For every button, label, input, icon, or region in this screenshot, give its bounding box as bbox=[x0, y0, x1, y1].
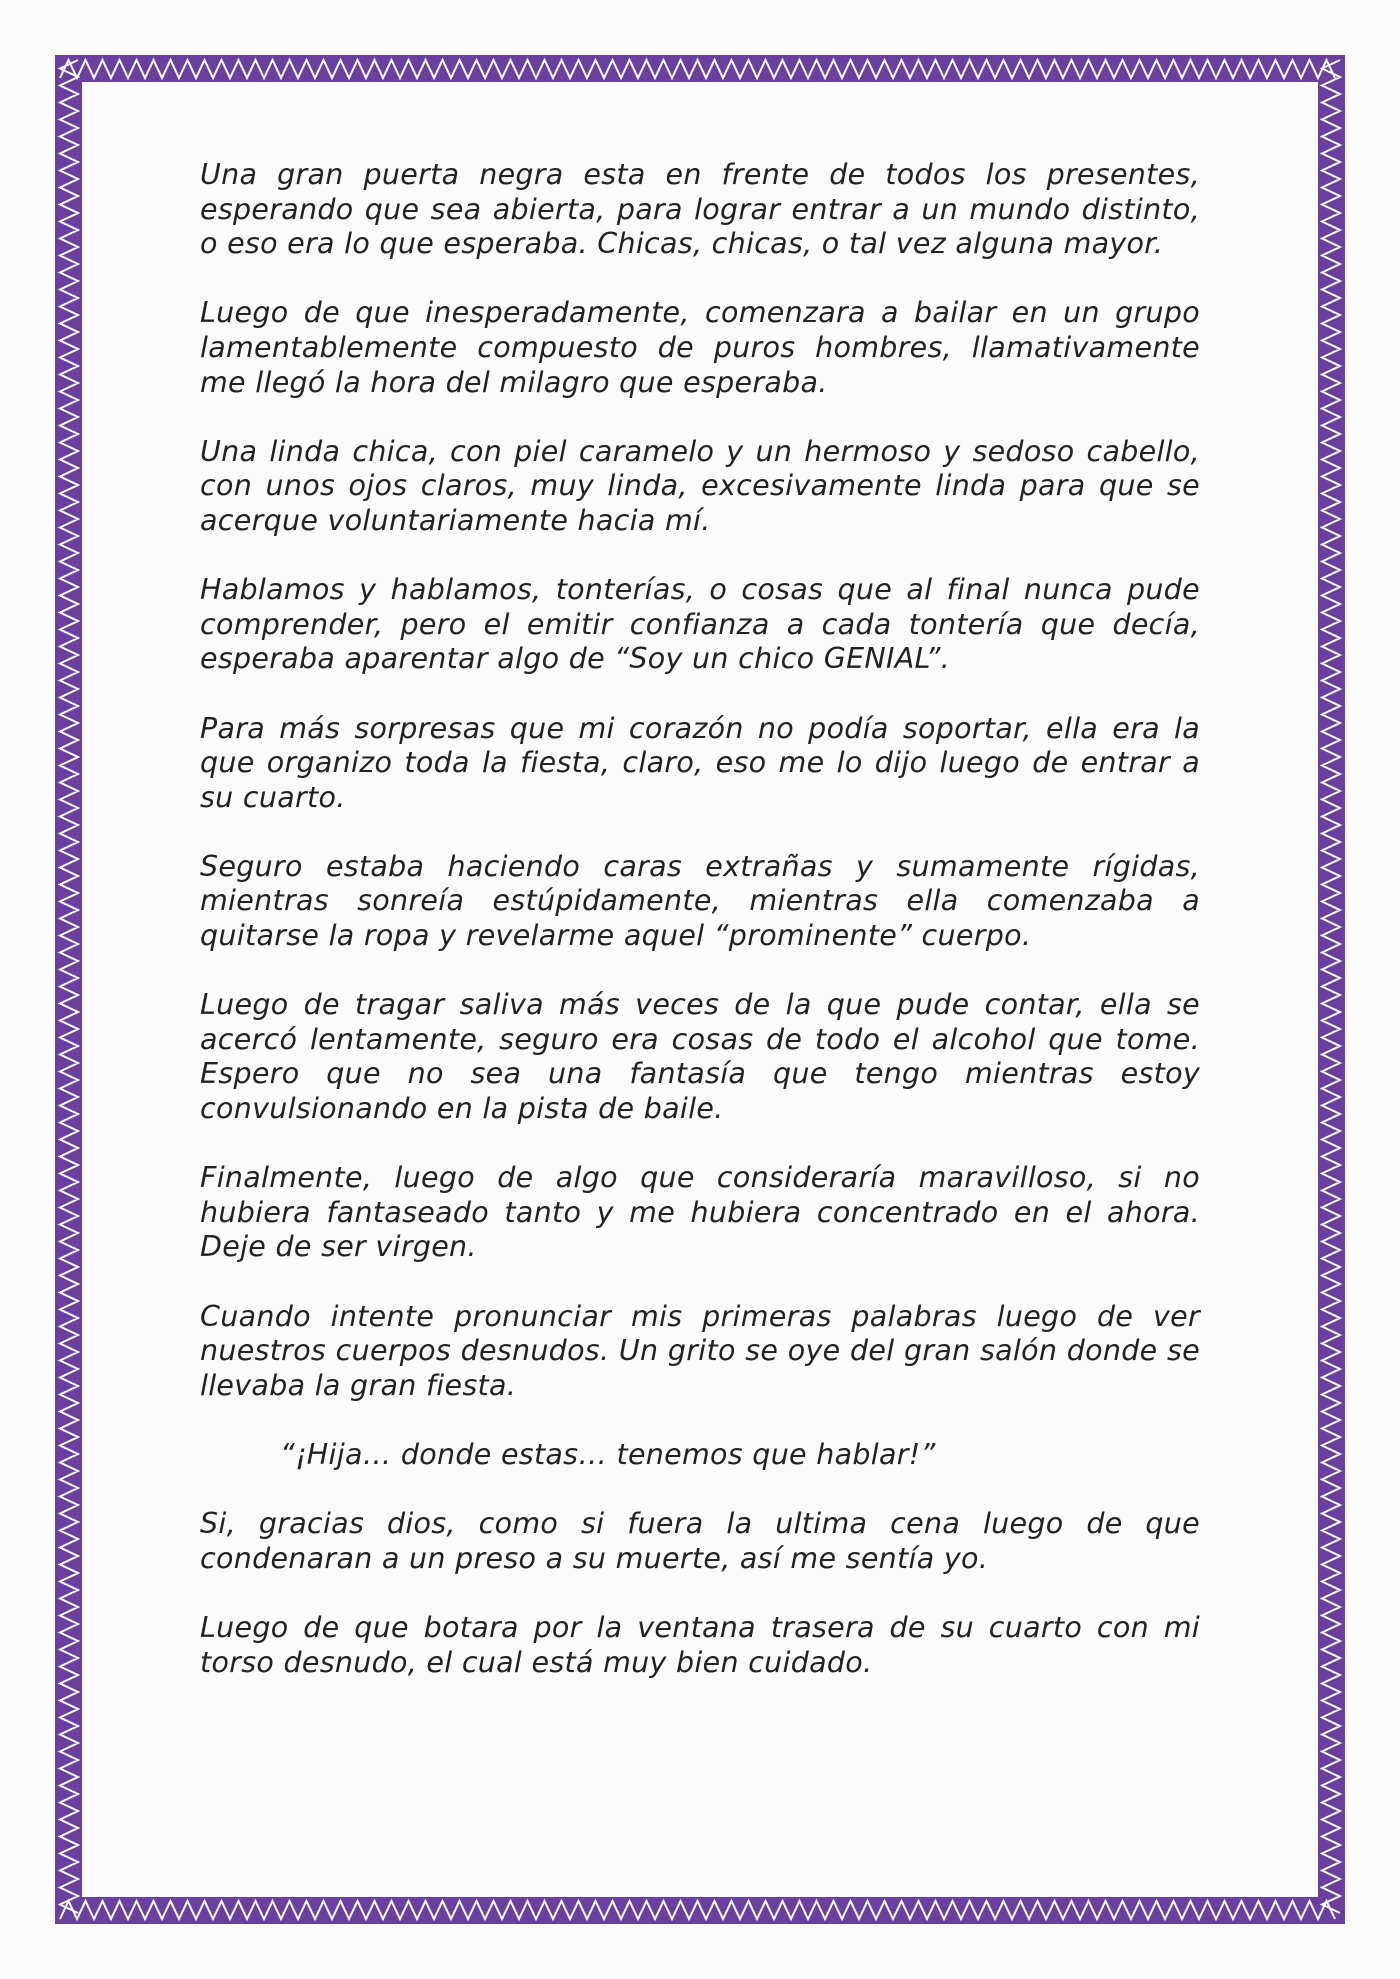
paragraph: Si, gracias dios, como si fuera la ultima cena luego de que condenaran a un preso a su muerte, así me sentía yo. bbox=[200, 1507, 1200, 1575]
paragraph: Una linda chica, con piel caramelo y un hermoso y sedoso cabello, con unos ojos claros, muy linda, excesivamente linda para que se acerque voluntariamente hacia mí. bbox=[200, 434, 1200, 537]
border-band bbox=[56, 56, 1344, 82]
paragraph: Cuando intente pronunciar mis primeras palabras luego de ver nuestros cuerpos desnudos. Un grito se oye del gran salón donde se llevaba la gran fiesta. bbox=[200, 1299, 1200, 1402]
story-text bbox=[200, 158, 1200, 1715]
paragraph: Finalmente, luego de algo que consideraría maravilloso, si no hubiera fantaseado tanto y me hubiera concentrado en el ahora. Deje de ser virgen. bbox=[200, 1161, 1200, 1264]
paragraph: Una gran puerta negra esta en frente de todos los presentes, esperando que sea abierta, para lograr entrar a un mundo distinto, o eso era lo que esperaba. Chicas, chicas, o tal vez alguna mayor. bbox=[200, 158, 1200, 261]
dialogue-quote: “¡Hija… donde estas… tenemos que hablar!” bbox=[280, 1437, 936, 1471]
paragraph: Para más sorpresas que mi corazón no podía soportar, ella era la que organizo toda la fiesta, claro, eso me lo dijo luego de entrar a su cuarto. bbox=[200, 711, 1200, 814]
paragraph: Hablamos y hablamos, tonterías, o cosas que al final nunca pude comprender, pero el emitir confianza a cada tontería que decía, esperaba aparentar algo de “Soy un chico GENIAL”. bbox=[200, 573, 1200, 676]
border-band bbox=[56, 1897, 1344, 1923]
paragraph: Luego de tragar saliva más veces de la que pude contar, ella se acercó lentamente, seguro era cosas de todo el alcohol que tome. Espero que no sea una fantasía que tengo mientras estoy convulsionando en la pista de baile. bbox=[200, 988, 1200, 1126]
paragraph: Luego de que inesperadamente, comenzara a bailar en un grupo lamentablemente compuesto de puros hombres, llamativamente me llegó la hora del milagro que esperaba. bbox=[200, 296, 1200, 399]
paragraph: Luego de que botara por la ventana trasera de su cuarto con mi torso desnudo, el cual está muy bien cuidado. bbox=[200, 1610, 1200, 1679]
paragraph: Seguro estaba haciendo caras extrañas y sumamente rígidas, mientras sonreía estúpidamente, mientras ella comenzaba a quitarse la ropa y revelarme aquel “prominente” cuerpo. bbox=[200, 849, 1200, 953]
